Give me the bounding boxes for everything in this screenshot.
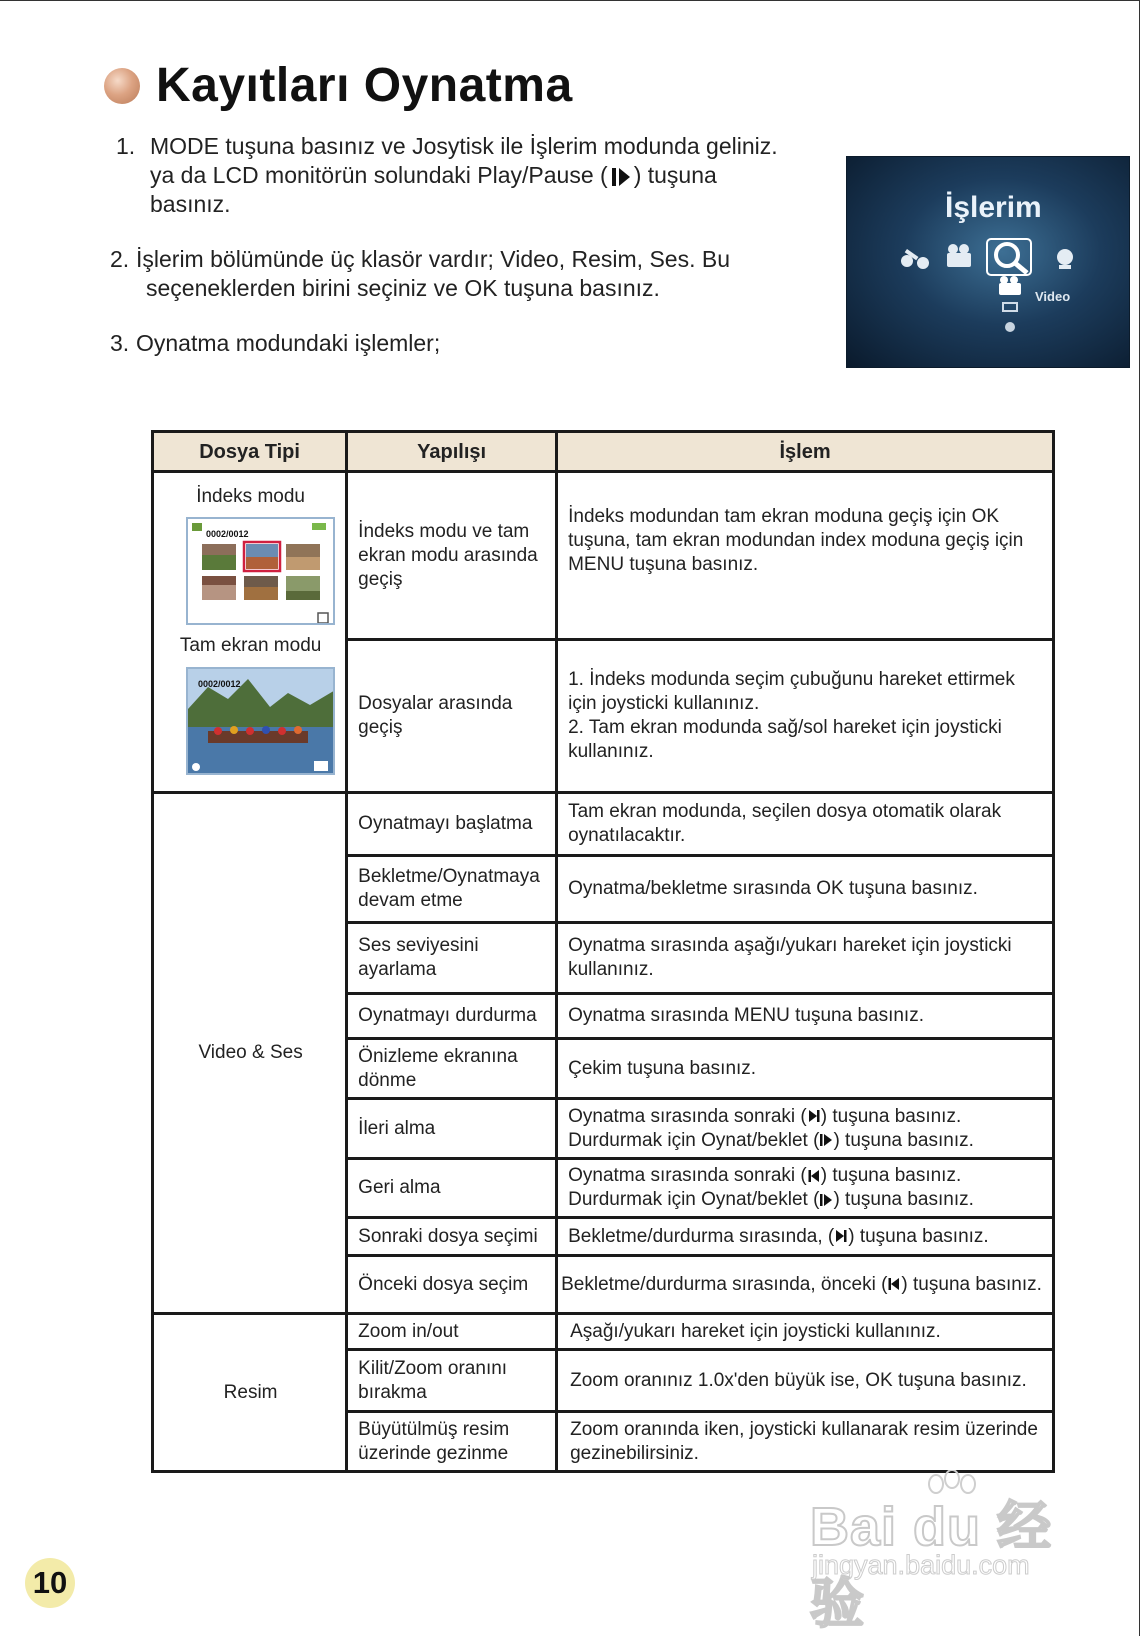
method-cell: Sonraki dosya seçimi bbox=[347, 1218, 557, 1256]
step-text: ya da LCD monitörün solundaki Play/Pause ( ) tuşuna bbox=[150, 162, 717, 188]
step-text: MODE tuşuna basınız ve Josytisk ile İşlerim modunda geliniz. bbox=[150, 133, 778, 159]
play-pause-icon bbox=[610, 166, 632, 188]
watermark-url: jingyan.baidu.com bbox=[812, 1550, 1030, 1580]
step-1 bbox=[116, 132, 836, 219]
operation-line: 2. Tam ekran modunda sağ/sol hareket için joysticki kullanınız. bbox=[568, 717, 1002, 763]
skip-previous-icon bbox=[807, 1169, 821, 1183]
method-cell: Dosyalar arasında geçiş bbox=[347, 640, 557, 793]
table-row bbox=[153, 472, 1054, 640]
method-cell: Önceki dosya seçim bbox=[347, 1256, 557, 1314]
operation-cell: Bekletme/durdurma sırasında, ( ) tuşuna basınız. bbox=[557, 1218, 1054, 1256]
page-title: Kayıtları Oynatma bbox=[156, 59, 573, 112]
settings-icon bbox=[1057, 249, 1073, 269]
file-type-image: Resim bbox=[153, 1314, 347, 1472]
operation-line: Oynatma sırasında sonraki ( ) tuşuna basınız. bbox=[568, 1165, 962, 1186]
operation-cell: Oynatma/bekletme sırasında OK tuşuna basınız. bbox=[557, 856, 1054, 923]
watermark-logo: Bai du 经验 bbox=[810, 1497, 1053, 1634]
play-pause-icon bbox=[819, 1193, 833, 1207]
operation-cell: İndeks modundan tam ekran moduna geçiş için OK tuşuna, tam ekran modundan index moduna geçiş için MENU tuşuna basınız. bbox=[557, 472, 1054, 640]
operation-cell: Çekim tuşuna basınız. bbox=[557, 1039, 1054, 1099]
video-camera-icon bbox=[999, 276, 1021, 295]
file-type-modes-cell bbox=[153, 472, 347, 793]
full-screen-counter: 0002/0012 bbox=[198, 679, 241, 689]
step-number: 2. bbox=[110, 246, 130, 272]
method-cell: Kilit/Zoom oranını bırakma bbox=[347, 1350, 557, 1412]
screen-title: İşlerim bbox=[945, 191, 1042, 224]
step-2 bbox=[110, 245, 836, 303]
step-3 bbox=[110, 329, 836, 358]
skip-next-icon bbox=[807, 1109, 821, 1123]
photo-icon bbox=[1003, 303, 1017, 311]
method-cell: İndeks modu ve tam ekran modu arasında geçiş bbox=[347, 472, 557, 640]
method-cell: Önizleme ekranına dönme bbox=[347, 1039, 557, 1099]
step-text: Oynatma modundaki işlemler; bbox=[136, 330, 441, 356]
operation-cell: Zoom oranında iken, joysticki kullanarak resim üzerinde gezinebilirsiniz. bbox=[557, 1412, 1054, 1472]
operations-table bbox=[151, 430, 1055, 1473]
watermark bbox=[810, 1470, 1070, 1634]
operation-cell: Zoom oranınız 1.0x'den büyük ise, OK tuşuna basınız. bbox=[557, 1350, 1054, 1412]
audio-icon bbox=[1005, 322, 1015, 332]
step-text: seçeneklerden birini seçiniz ve OK tuşuna basınız. bbox=[146, 275, 660, 301]
index-counter: 0002/0012 bbox=[206, 529, 249, 539]
table-row bbox=[153, 793, 1054, 856]
full-screen-thumbnail bbox=[186, 667, 335, 775]
operation-line: 1. İndeks modunda seçim çubuğunu hareket ettirmek için joysticki kullanınız. bbox=[568, 669, 1015, 715]
table-row bbox=[153, 1314, 1054, 1350]
film-camera-icon bbox=[947, 244, 971, 267]
header-operation: İşlem bbox=[557, 432, 1054, 472]
play-pause-icon bbox=[819, 1133, 833, 1147]
steps-list bbox=[110, 132, 836, 384]
method-cell: Zoom in/out bbox=[347, 1314, 557, 1350]
operation-line: Durdurmak için Oynat/beklet ( ) tuşuna basınız. bbox=[568, 1129, 974, 1151]
step-text: İşlerim bölümünde üç klasör vardır; Video, Resim, Ses. Bu bbox=[136, 246, 730, 272]
method-cell: İleri alma bbox=[347, 1099, 557, 1159]
method-cell: Oynatmayı durdurma bbox=[347, 994, 557, 1039]
skip-previous-icon bbox=[887, 1277, 901, 1291]
search-icon bbox=[987, 239, 1031, 275]
header-file-type: Dosya Tipi bbox=[153, 432, 347, 472]
bicycle-icon bbox=[901, 249, 929, 269]
method-cell: Bekletme/Oynatmaya devam etme bbox=[347, 856, 557, 923]
step-number: 1. bbox=[116, 133, 136, 159]
operation-line: Oynatma sırasında sonraki ( ) tuşuna basınız. bbox=[568, 1105, 962, 1127]
device-screen-image bbox=[846, 156, 1130, 368]
operation-cell bbox=[557, 1099, 1054, 1159]
method-cell: Ses seviyesini ayarlama bbox=[347, 923, 557, 994]
operation-cell bbox=[557, 640, 1054, 793]
file-type-video-audio: Video & Ses bbox=[153, 793, 347, 1314]
index-mode-thumbnail bbox=[186, 517, 335, 625]
method-cell: Geri alma bbox=[347, 1159, 557, 1218]
skip-next-icon bbox=[834, 1229, 848, 1243]
header-method: Yapılışı bbox=[347, 432, 557, 472]
step-text: basınız. bbox=[150, 191, 231, 217]
operation-cell bbox=[557, 1159, 1054, 1218]
screen-selected-label: Video bbox=[1035, 289, 1071, 304]
operation-cell: Bekletme/durdurma sırasında, önceki ( ) tuşuna basınız. bbox=[557, 1256, 1054, 1314]
method-cell: Oynatmayı başlatma bbox=[347, 793, 557, 856]
operation-cell: Oynatma sırasında aşağı/yukarı hareket için joysticki kullanınız. bbox=[557, 923, 1054, 994]
title-row bbox=[104, 58, 573, 113]
title-bullet-icon bbox=[104, 68, 140, 104]
step-number: 3. bbox=[110, 330, 130, 356]
operation-cell: Aşağı/yukarı hareket için joysticki kullanınız. bbox=[557, 1314, 1054, 1350]
operation-cell: Oynatma sırasında MENU tuşuna basınız. bbox=[557, 994, 1054, 1039]
table-header-row bbox=[153, 432, 1054, 472]
operation-line: Durdurmak için Oynat/beklet ( ) tuşuna basınız. bbox=[568, 1189, 974, 1210]
operation-cell: Tam ekran modunda, seçilen dosya otomatik olarak oynatılacaktır. bbox=[557, 793, 1054, 856]
page-number: 10 bbox=[25, 1558, 75, 1608]
method-cell: Büyütülmüş resim üzerinde gezinme bbox=[347, 1412, 557, 1472]
index-mode-caption: İndeks modu bbox=[196, 486, 305, 507]
full-screen-caption: Tam ekran modu bbox=[179, 635, 322, 656]
